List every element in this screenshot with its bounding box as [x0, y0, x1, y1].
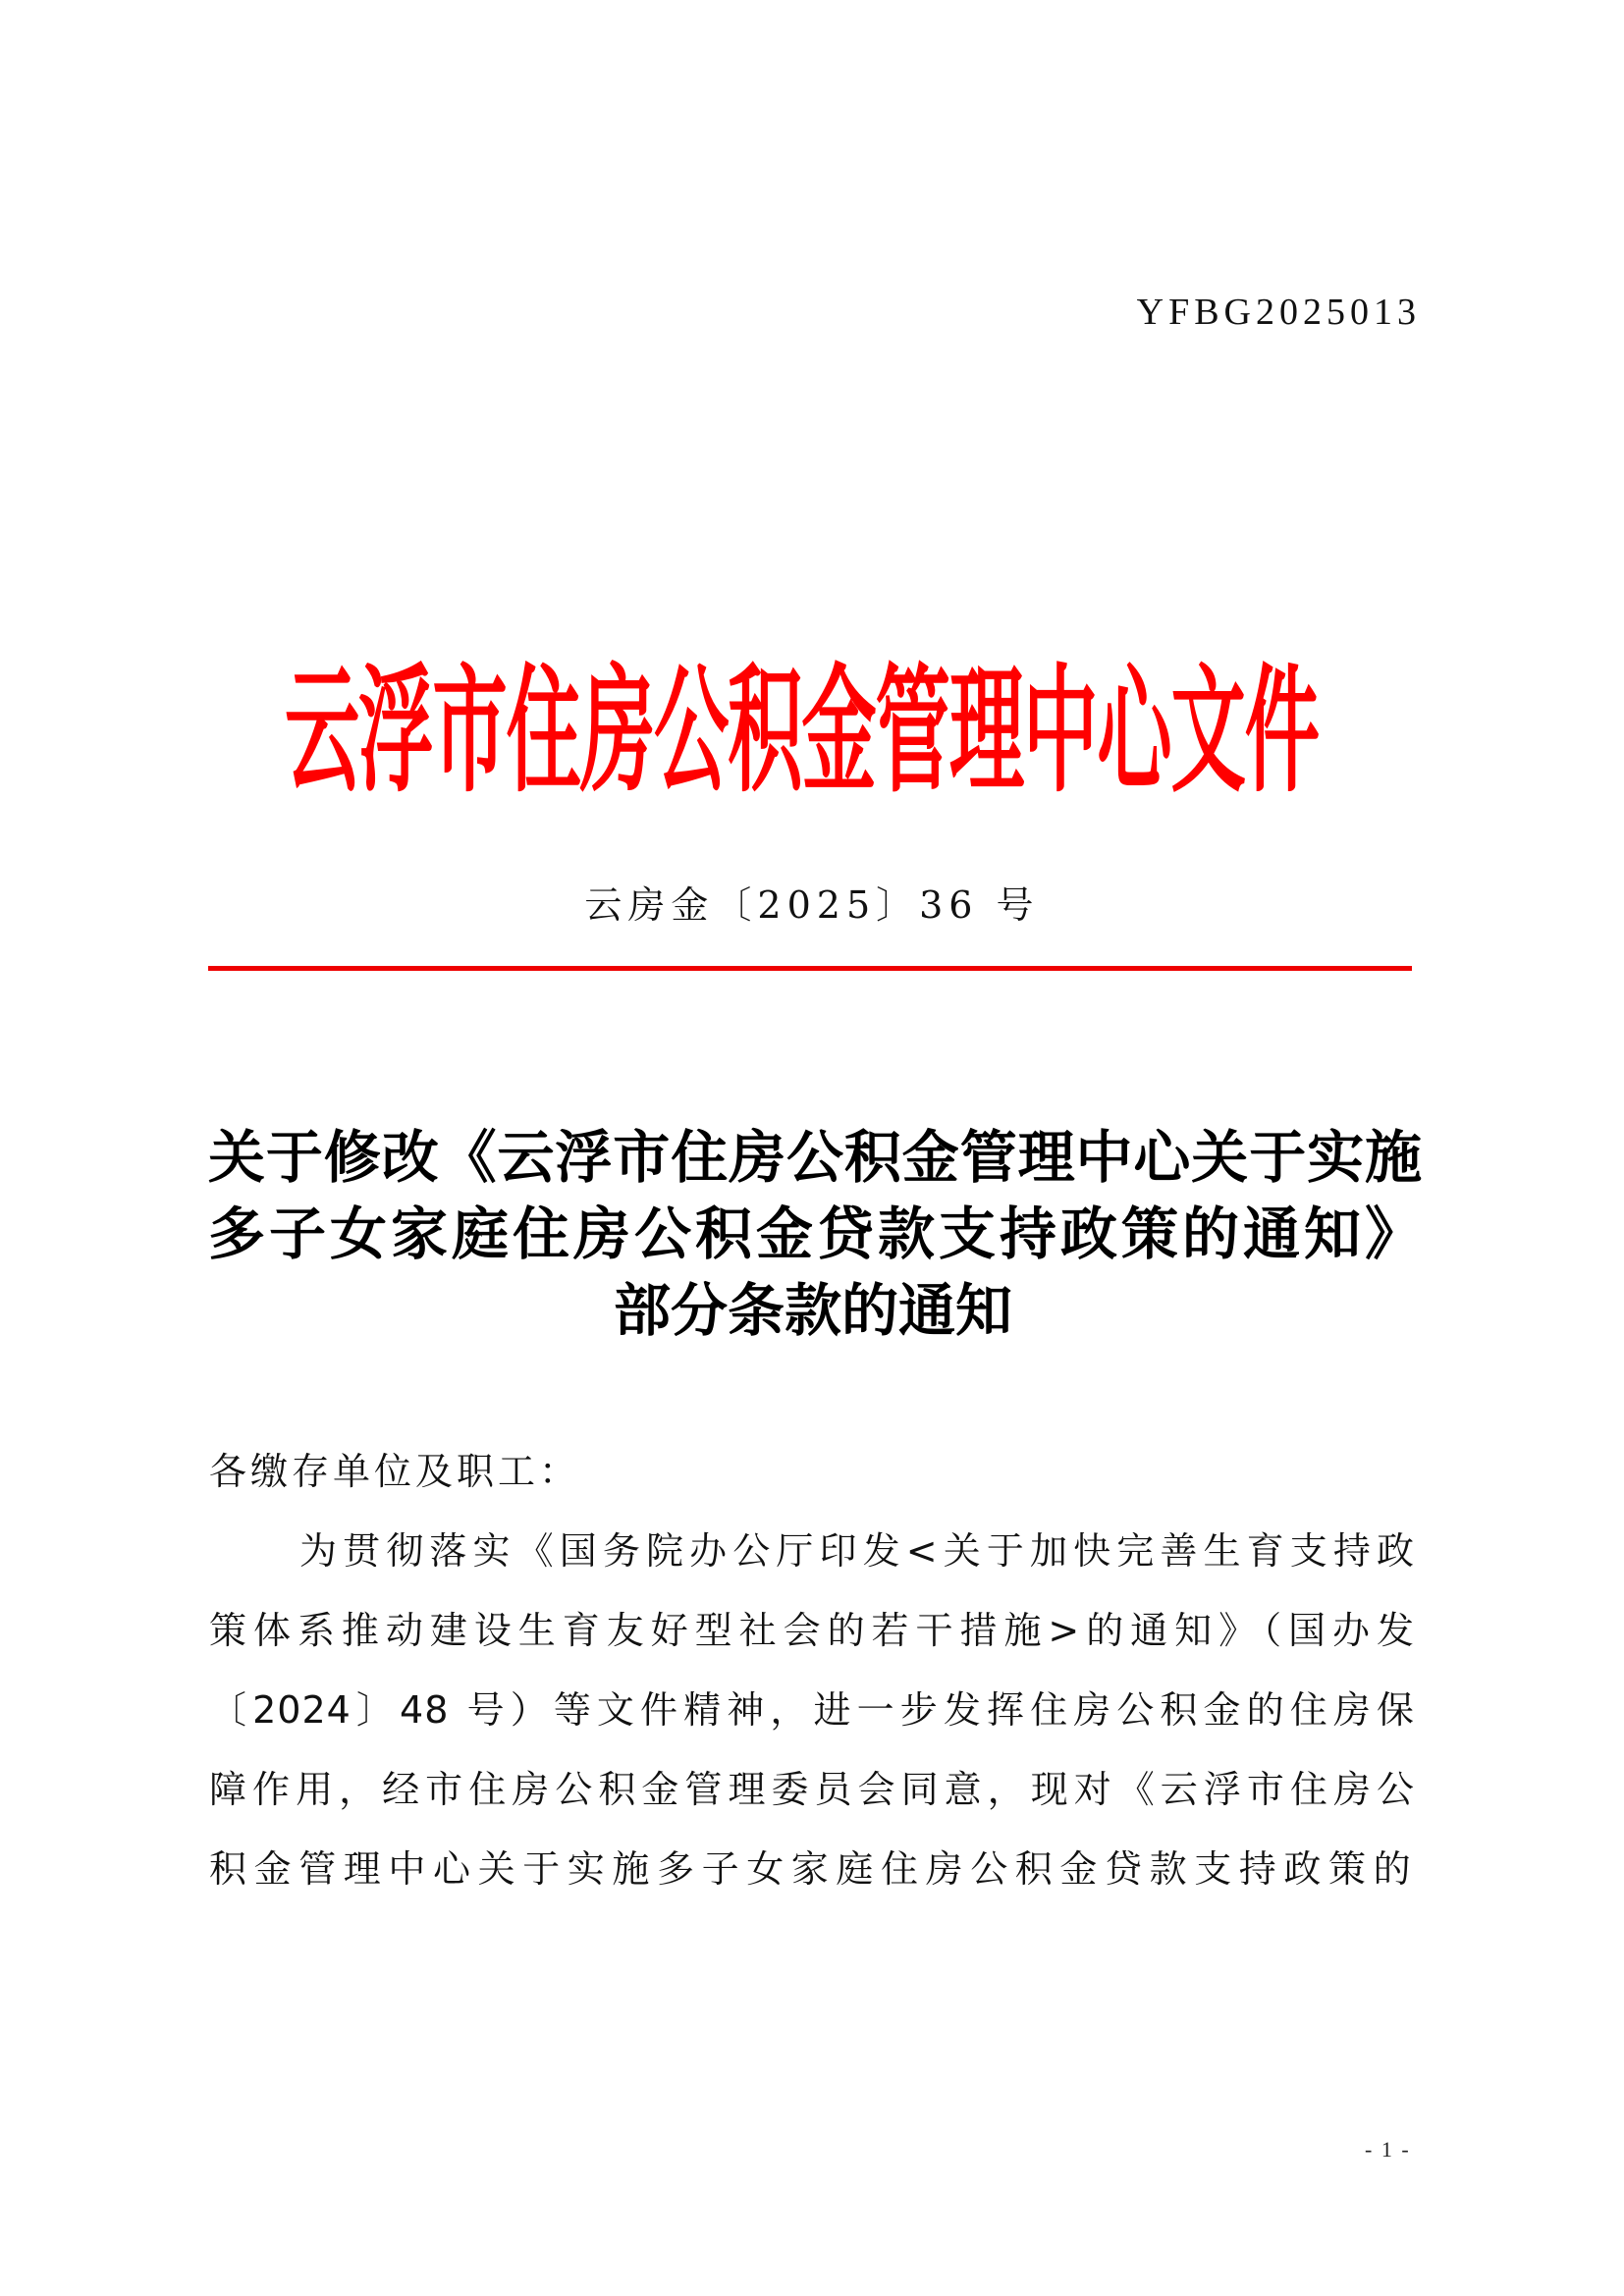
title-line-1: 关于修改《云浮市住房公积金管理中心关于实施: [208, 1124, 1418, 1191]
body-line-5: 积金管理中心关于实施多子女家庭住房公积金贷款支持政策的: [209, 1847, 1419, 1891]
document-code: YFBG2025013: [1136, 292, 1421, 333]
document-body: [209, 1447, 1419, 1924]
title-line-3: 部分条款的通知: [613, 1277, 1012, 1344]
body-line-4: 障作用，经市住房公积金管理委员会同意，现对《云浮市住房公: [209, 1768, 1415, 1811]
title-line-2: 多子女家庭住房公积金贷款支持政策的通知》: [208, 1201, 1418, 1267]
document-number: 云房金〔2025〕36 号: [584, 883, 1040, 927]
red-divider-rule: [208, 966, 1412, 971]
body-line-1: 为贯彻落实《国务院办公厅印发<关于加快完善生育支持政: [299, 1529, 1415, 1573]
body-line-2: 策体系推动建设生育友好型社会的若干措施>的通知》（国办发: [209, 1609, 1415, 1652]
issuer-header-container: [285, 648, 1335, 815]
document-title: [208, 1119, 1418, 1349]
issuer-header: 云浮市住房公积金管理中心文件: [285, 651, 1319, 812]
salutation: 各缴存单位及职工：: [209, 1450, 581, 1493]
page-number: - 1 -: [1365, 2137, 1411, 2162]
body-line-3: 〔2024〕48 号）等文件精神，进一步发挥住房公积金的住房保: [209, 1688, 1415, 1732]
